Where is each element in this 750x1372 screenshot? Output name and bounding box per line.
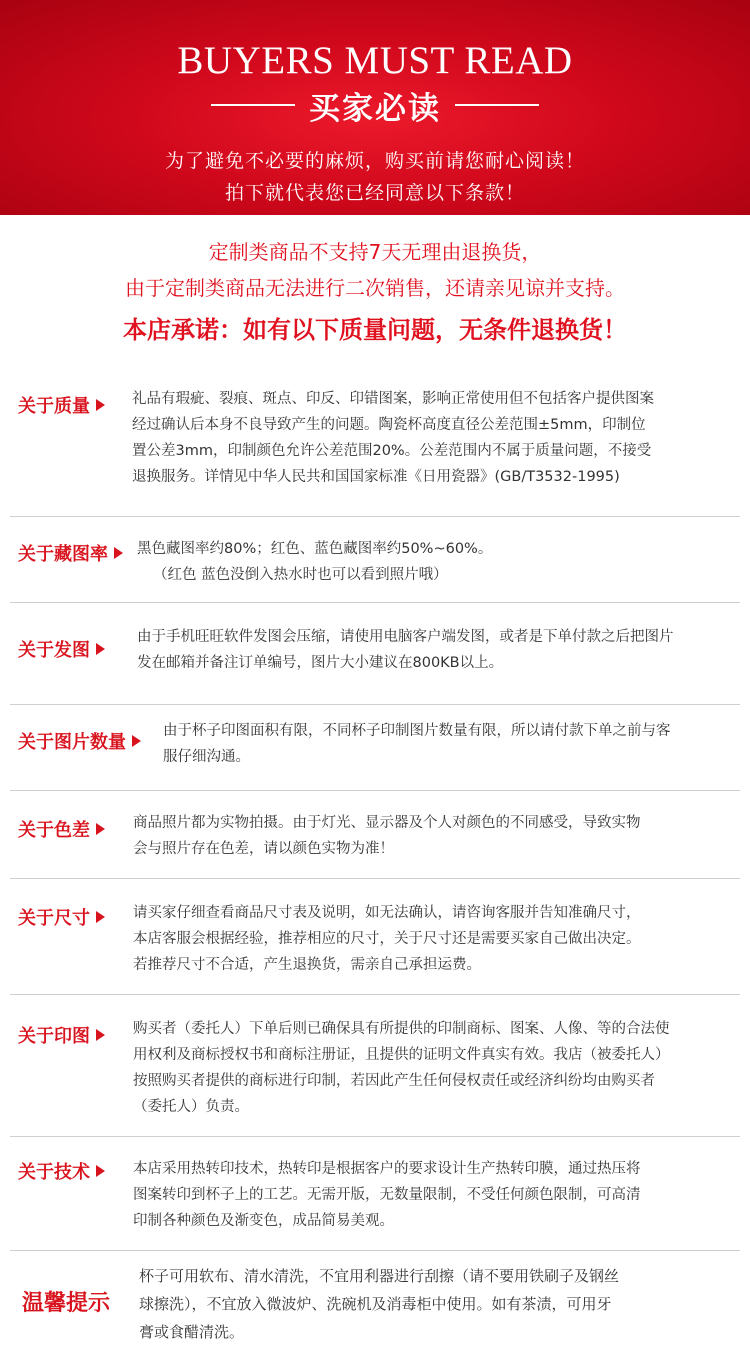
arrow-icon <box>96 823 105 835</box>
section-body: 由于手机旺旺软件发图会压缩，请使用电脑客户端发图，或者是下单付款之后把图片 发在邮箱并备注订单编号，图片大小建议在800KB以上。 <box>137 629 674 671</box>
divider <box>10 994 740 995</box>
arrow-icon <box>132 735 141 747</box>
section-body: 购买者（委托人）下单后则已确保具有所提供的印制商标、图案、人像、等的合法使 用权利及商标授权书和商标注册证，且提供的证明文件真实有效。我店（被委托人） 按照购买者提供的商标进行印制，若因此产生任何侵权责任或经济纠纷均由购买者 （委托人）负责。 <box>133 1021 670 1115</box>
header-banner <box>0 0 750 215</box>
divider <box>10 878 740 879</box>
section-label: 温馨提示 <box>22 1291 111 1316</box>
notice-line-2: 由于定制类商品无法进行二次销售，还请亲见谅并支持。 <box>125 276 625 300</box>
section-label: 关于质量 <box>18 392 105 418</box>
arrow-icon <box>96 911 105 923</box>
section-label: 关于发图 <box>18 636 105 662</box>
section-label: 关于印图 <box>18 1022 105 1048</box>
divider <box>10 602 740 603</box>
section-body: 请买家仔细查看商品尺寸表及说明，如无法确认，请咨询客服并告知准确尺寸， 本店客服会根据经验，推荐相应的尺寸，关于尺寸还是需要买家自己做出决定。 若推荐尺寸不合适，产生退换货，需亲自己承担运费。 <box>133 905 641 973</box>
arrow-icon <box>114 547 123 559</box>
banner-right-rule <box>455 104 539 106</box>
section-body: 由于杯子印图面积有限，不同杯子印制图片数量有限，所以请付款下单之前与客 服仔细沟通。 <box>163 723 671 765</box>
section-label: 关于藏图率 <box>18 540 123 566</box>
store-promise: 本店承诺：如有以下质量问题，无条件退换货！ <box>123 316 627 344</box>
notice-line-1: 定制类商品不支持7天无理由退换货， <box>208 240 542 264</box>
section-label: 关于图片数量 <box>18 728 141 754</box>
divider <box>10 1250 740 1251</box>
banner-left-rule <box>211 104 295 106</box>
section-body: 黑色藏图率约80%；红色、蓝色藏图率约50%~60%。 （红色 蓝色没倒入热水时也可以看到照片哦） <box>137 541 493 583</box>
arrow-icon <box>96 399 105 411</box>
banner-subtitle-2: 拍下就代表您已经同意以下条款！ <box>224 182 525 204</box>
banner-subtitle-1: 为了避免不必要的麻烦，购买前请您耐心阅读！ <box>164 150 585 172</box>
divider <box>10 516 740 517</box>
divider <box>10 1136 740 1137</box>
banner-title-cn: 买家必读 <box>309 90 441 127</box>
divider <box>10 704 740 705</box>
section-body: 商品照片都为实物拍摄。由于灯光、显示器及个人对颜色的不同感受，导致实物 会与照片存在色差，请以颜色实物为准！ <box>133 815 641 857</box>
section-label: 关于尺寸 <box>18 904 105 930</box>
section-body: 礼品有瑕疵、裂痕、斑点、印反、印错图案，影响正常使用但不包括客户提供图案 经过确认后本身不良导致产生的问题。陶瓷杯高度直径公差范围±5mm，印制位 置公差3mm，印制颜色允许公差范围20%。公差范围内不属于质量问题，不接受 退换服务。详情见中华人民共和国国家标准《日用瓷器》(GB/T3532-1995) <box>132 391 654 485</box>
section-label: 关于色差 <box>18 816 105 842</box>
banner-title-cn-row <box>0 84 750 126</box>
banner-title-en: BUYERS MUST READ <box>177 39 573 82</box>
arrow-icon <box>96 1029 105 1041</box>
section-label: 关于技术 <box>18 1158 105 1184</box>
section-body: 本店采用热转印技术，热转印是根据客户的要求设计生产热转印膜，通过热压将 图案转印到杯子上的工艺。无需开版，无数量限制，不受任何颜色限制，可高清 印制各种颜色及渐变色，成品简易美观。 <box>133 1161 641 1229</box>
divider <box>10 790 740 791</box>
arrow-icon <box>96 643 105 655</box>
arrow-icon <box>96 1165 105 1177</box>
section-body: 杯子可用软布、清水清洗，不宜用利器进行刮擦（请不要用铁刷子及钢丝 球擦洗），不宜放入微波炉、洗碗机及消毒柜中使用。如有茶渍，可用牙 膏或食醋清洗。 <box>139 1267 620 1341</box>
